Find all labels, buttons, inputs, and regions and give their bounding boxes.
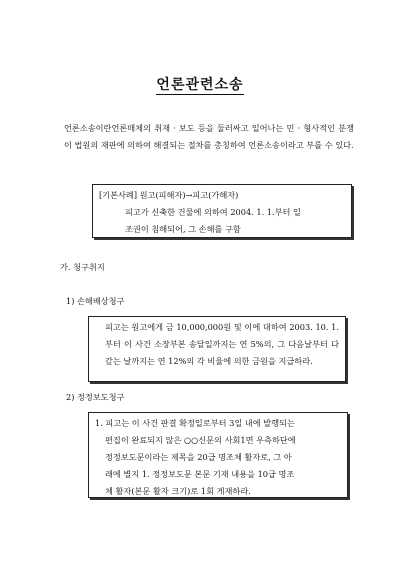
correction-claim-line: 1. 피고는 이 사건 판결 확정일로부터 3일 내에 발행되는 (95, 418, 295, 428)
section-heading-claims: 가. 청구취지 (60, 262, 105, 272)
page-title-text: 언론관련소송 (156, 77, 244, 93)
basic-case-line: 피고가 신축한 건물에 의하여 2004. 1. 1.부터 일 (125, 207, 301, 217)
basic-case-box (92, 184, 352, 238)
damages-claim-box (88, 316, 346, 382)
correction-claim-line: 체 활자(본문 활자 크기)로 1회 게재하라. (105, 486, 251, 496)
damages-claim-text: 피고는 원고에게 금 10,000,000원 및 이에 대하여 2003. 10. 1.부터 이 사건 소장부본 송달일까지는 연 5%의, 그 다음날부터 다 갚는 날까지는 연 12%의 각 비율에 의한 금원을 지급하라. (105, 322, 339, 366)
correction-claim-line: 래에 별지 1. 정정보도문 본문 기재 내용을 10급 명조 (105, 469, 295, 479)
correction-claim-line: 정정보도문이라는 제목을 20급 명조체 활자로, 그 아 (105, 452, 292, 462)
intro-paragraph: 언론소송이란언론매체의 취재 · 보도 등을 둘러싸고 일어나는 민 · 형사적인 분쟁이 법원의 재판에 의하여 해결되는 절차를 총칭하여 언론소송이라고 부를 수 있다. (64, 123, 354, 150)
basic-case-line: [기본사례] 원고(피해자)→피고(가해자) (99, 190, 239, 200)
basic-case-line: 조권이 침해되어, 그 손해를 구함 (125, 224, 241, 234)
page-title (0, 74, 400, 94)
correction-claim-line: 편집이 완료되지 않은 ○○신문의 사회1면 우측하단에 (105, 435, 296, 445)
subsection-heading-correction: 2) 정정보도청구 (66, 392, 125, 402)
correction-claim-box (88, 412, 348, 498)
subsection-heading-damages: 1) 손해배상청구 (66, 296, 125, 306)
